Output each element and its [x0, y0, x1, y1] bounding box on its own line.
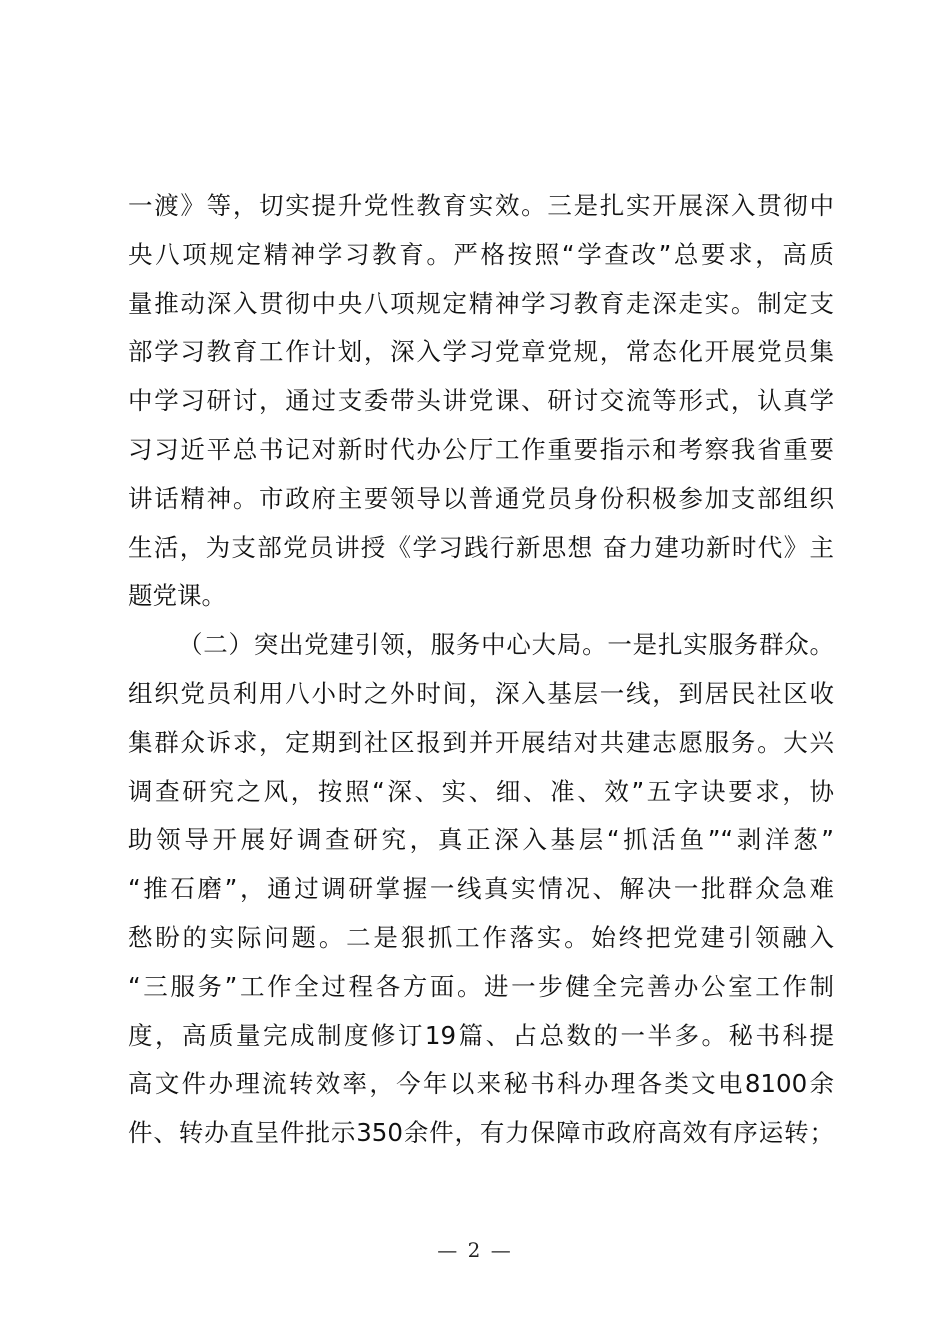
- text-line: 生活，为支部党员讲授《学习践行新思想 奋力建功新时代》主: [128, 532, 834, 562]
- text-line: 中学习研讨，通过支委带头讲党课、研讨交流等形式，认真学: [128, 386, 834, 416]
- text-line: 度，高质量完成制度修订19篇、占总数的一半多。秘书科提: [128, 1020, 834, 1050]
- text-line: 高文件办理流转效率，今年以来秘书科办理各类文电8100余: [128, 1069, 834, 1099]
- text-line: 一渡》等，切实提升党性教育实效。三是扎实开展深入贯彻中: [128, 191, 834, 220]
- text-line: 调查研究之风，按照“深、实、细、准、效”五字诀要求，协: [128, 776, 834, 806]
- text-line: 件、转办直呈件批示350余件，有力保障市政府高效有序运转；: [128, 1118, 834, 1148]
- text-line: 央八项规定精神学习教育。严格按照“学查改”总要求，高质: [128, 239, 834, 269]
- text-line: 部学习教育工作计划，深入学习党章党规，常态化开展党员集: [128, 337, 834, 367]
- text-line: 量推动深入贯彻中央八项规定精神学习教育走深走实。制定支: [128, 288, 834, 318]
- page-number: — 2 —: [437, 1238, 513, 1262]
- text-line: 愁盼的实际问题。二是狠抓工作落实。始终把党建引领融入: [128, 922, 834, 952]
- text-line: 助领导开展好调查研究，真正深入基层“抓活鱼”“剥洋葱”: [128, 825, 834, 855]
- text-line: “三服务”工作全过程各方面。进一步健全完善办公室工作制: [128, 971, 834, 1001]
- document-body: [128, 182, 834, 1158]
- text-line: 题党课。: [128, 581, 226, 611]
- section-heading-line: （二）突出党建引领，服务中心大局。一是扎实服务群众。: [178, 630, 834, 660]
- text-line: “推石磨”，通过调研掌握一线真实情况、解决一批群众急难: [128, 874, 834, 904]
- text-line: 组织党员利用八小时之外时间，深入基层一线，到居民社区收: [128, 678, 834, 708]
- text-line: 集群众诉求，定期到社区报到并开展结对共建志愿服务。大兴: [128, 727, 834, 757]
- text-line: 讲话精神。市政府主要领导以普通党员身份积极参加支部组织: [128, 483, 834, 513]
- text-line: 习习近平总书记对新时代办公厅工作重要指示和考察我省重要: [128, 434, 834, 464]
